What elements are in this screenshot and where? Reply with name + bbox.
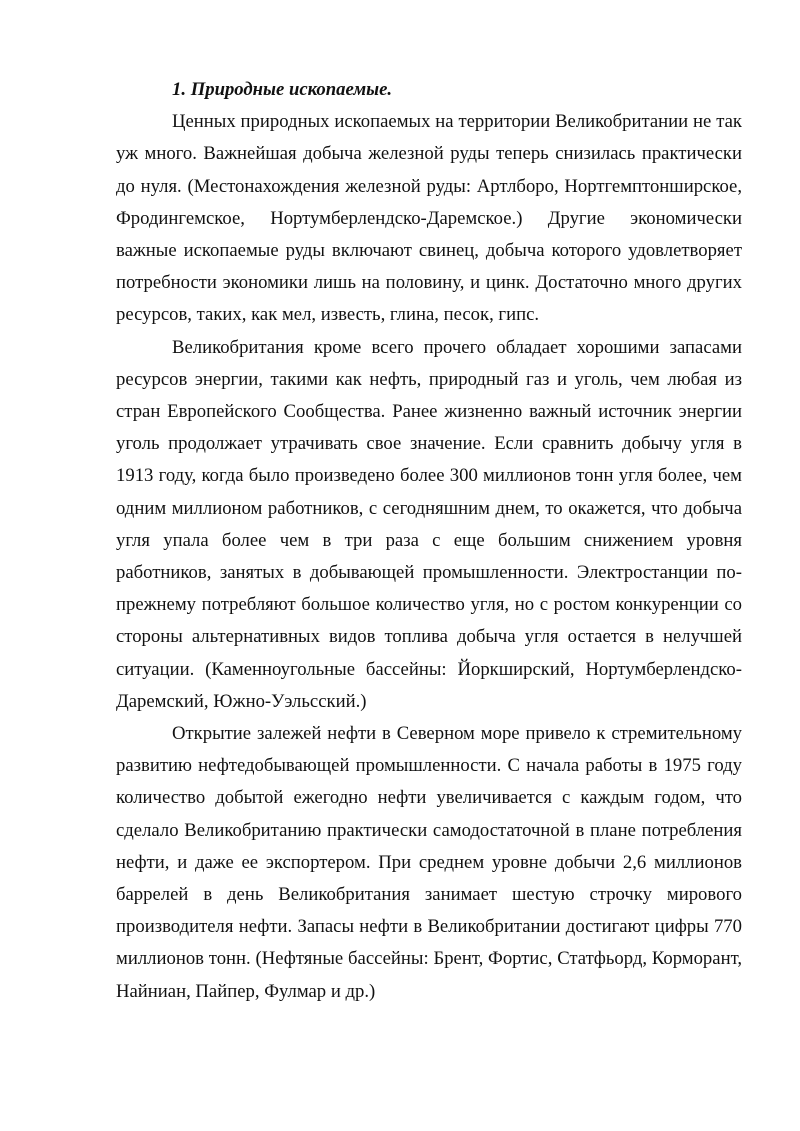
paragraph-oil: Открытие залежей нефти в Северном море привело к стремительному развитию нефтедобывающей промышленности. С начала работы в 1975 году количество добытой ежегодно нефти увеличивается с каждым годом, что сделало Великобританию практически самодостаточной в плане потребления нефти, и даже ее экспортером. При среднем уровне добычи 2,6 миллионов баррелей в день Великобритания занимает шестую строчку мирового производителя нефти. Запасы нефти в Великобритании достигают цифры 770 миллионов тонн. (Нефтяные бассейны: Брент, Фортис, Статфьорд, Корморант, Найниан, Пайпер, Фулмар и др.) [116, 723, 742, 1002]
paragraph-minerals: Ценных природных ископаемых на территории Великобритании не так уж много. Важнейшая добыча железной руды теперь снизилась практически до нуля. (Местонахождения железной руды: Артлборо, Нортгемптонширское, Фродингемское, Нортумберлендско-Даремское.) Другие экономически важные ископаемые руды включают свинец, добыча которого удовлетворяет потребности экономики лишь на половину, и цинк. Достаточно много других ресурсов, таких, как мел, известь, глина, песок, гипс. [116, 111, 742, 326]
paragraph-energy-coal: Великобритания кроме всего прочего обладает хорошими запасами ресурсов энергии, такими как нефть, природный газ и уголь, чем любая из стран Европейского Сообщества. Ранее жизненно важный источник энергии уголь продолжает утрачивать свое значение. Если сравнить добычу угля в 1913 году, когда было произведено более 300 миллионов тонн угля более, чем одним миллионом работников, с сегодняшним днем, то окажется, что добыча угля упала более чем в три раза с еще большим снижением уровня работников, занятых в добывающей промышленности. Электростанции по-прежнему потребляют большое количество угля, но с ростом конкуренции со стороны альтернативных видов топлива добыча угля остается в нелучшей ситуации. (Каменноугольные бассейны: Йоркширский, Нортумберлендско-Даремский, Южно-Уэльсский.) [116, 336, 742, 712]
section-heading: 1. Природные ископаемые. [172, 79, 393, 100]
document-page [116, 74, 742, 1008]
